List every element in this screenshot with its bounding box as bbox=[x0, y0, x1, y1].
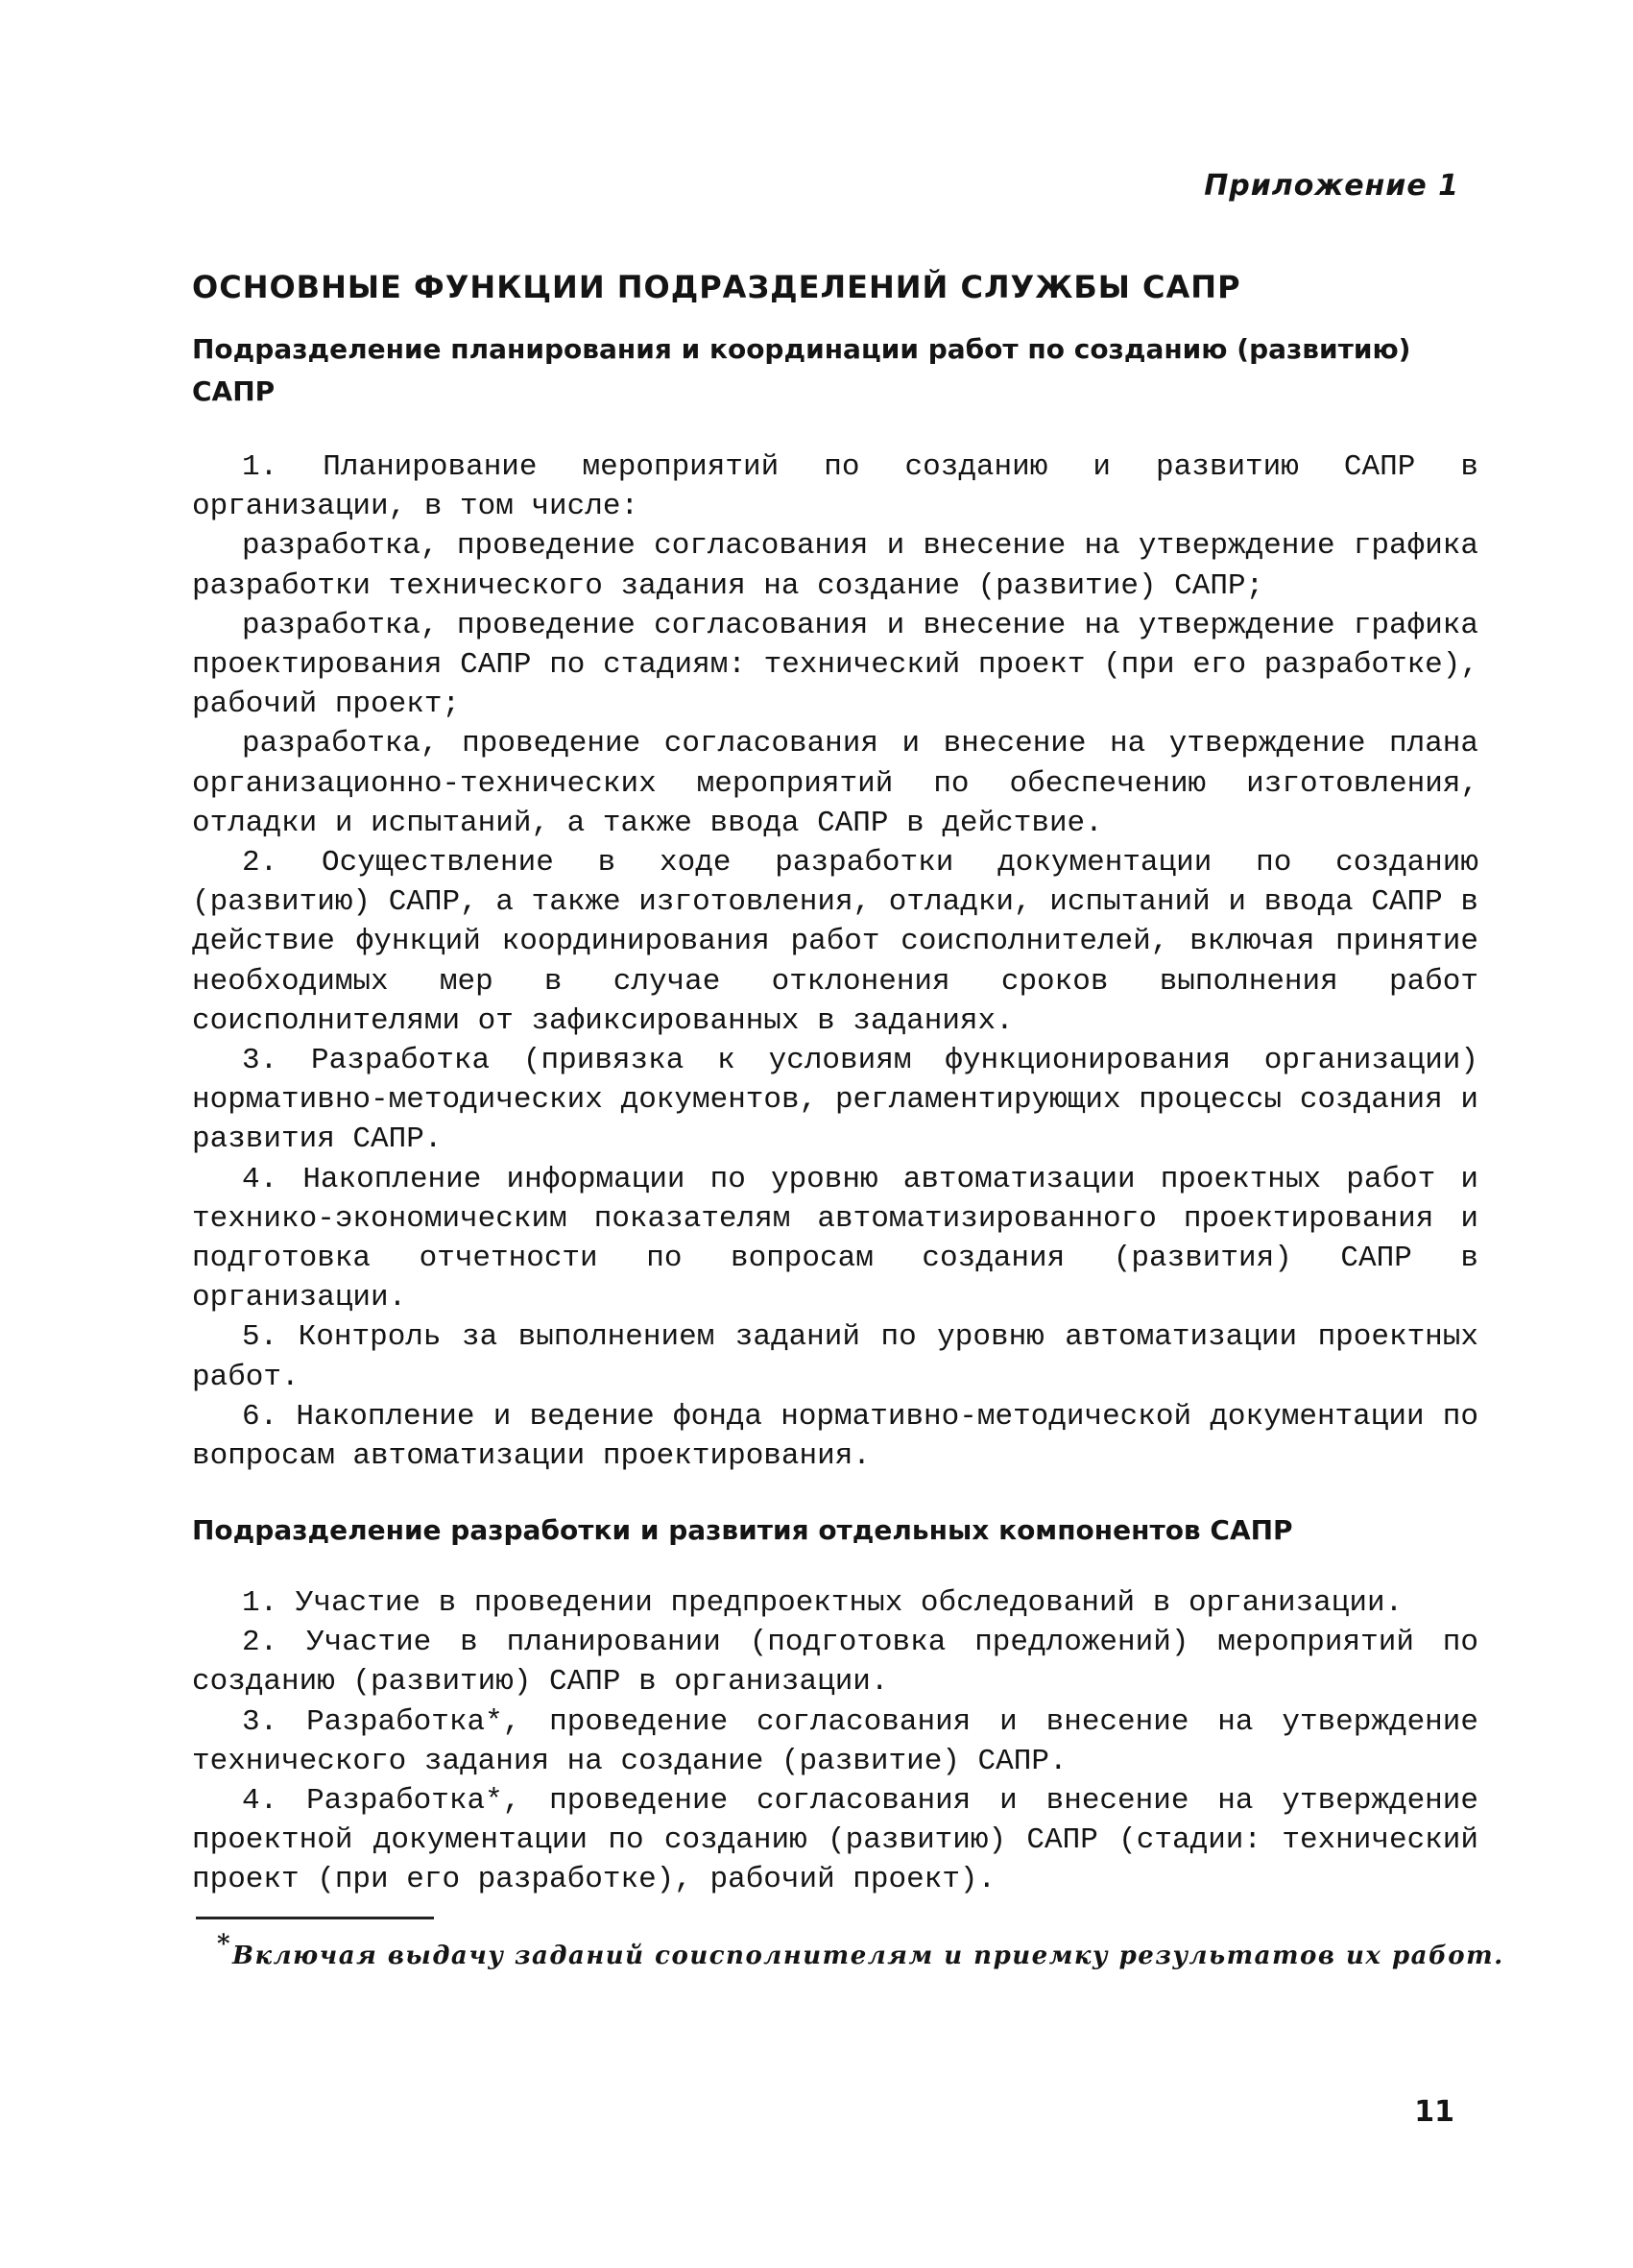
paragraph: 4. Разработка*, проведение согласования и внесение на утверждение проектной документации по созданию (развитию) САПР (стадии: технический проект (при его разработке), рабочий проект). bbox=[192, 1784, 1478, 1897]
paragraph: 3. Разработка*, проведение согласования и внесение на утверждение технического задания на создание (развитие) САПР. bbox=[192, 1704, 1478, 1778]
paragraph: разработка, проведение согласования и внесение на утверждение графика проектирования САПР по стадиям: технический проект (при его разработке), рабочий проект; bbox=[192, 608, 1478, 722]
section-2-title: Подразделение разработки и развития отдельных компонентов САПР bbox=[192, 1514, 1293, 1546]
section-1-body bbox=[192, 447, 1478, 1476]
paragraph: 1. Планирование мероприятий по созданию и развитию САПР в организации, в том числе: bbox=[192, 450, 1478, 524]
paragraph: 2. Участие в планировании (подготовка предложений) мероприятий по созданию (развитию) САПР в организации. bbox=[192, 1626, 1478, 1700]
appendix-label: Приложение 1 bbox=[1204, 169, 1459, 203]
paragraph: 3. Разработка (привязка к условиям функционирования организации) нормативно-методических документов, регламентирующих процессы создания и развития САПР. bbox=[192, 1044, 1478, 1157]
paragraph: 6. Накопление и ведение фонда нормативно-методической документации по вопросам автоматизации проектирования. bbox=[192, 1399, 1478, 1474]
paragraph: разработка, проведение согласования и внесение на утверждение графика разработки технического задания на создание (развитие) САПР; bbox=[192, 529, 1478, 603]
paragraph: разработка, проведение согласования и внесение на утверждение плана организационно-технических мероприятий по обеспечению изготовления, отладки и испытаний, а также ввода САПР в действие. bbox=[192, 727, 1478, 840]
paragraph: 5. Контроль за выполнением заданий по уровню автоматизации проектных работ. bbox=[192, 1320, 1478, 1394]
footnote-marker: * bbox=[217, 1930, 232, 1959]
footnote bbox=[217, 1930, 1504, 1970]
footnote-divider bbox=[196, 1917, 434, 1919]
page-number: 11 bbox=[1414, 2095, 1454, 2129]
paragraph: 4. Накопление информации по уровню автоматизации проектных работ и технико-экономическим показателям автоматизированного проектирования и подготовка отчетности по вопросам создания (развития) САПР в организации. bbox=[192, 1162, 1478, 1315]
page-title: ОСНОВНЫЕ ФУНКЦИИ ПОДРАЗДЕЛЕНИЙ СЛУЖБЫ САПР bbox=[192, 269, 1241, 305]
section-1-title: Подразделение планирования и координации работ по созданию (развитию) САПР bbox=[192, 333, 1411, 407]
section-2-body bbox=[192, 1583, 1478, 1900]
paragraph: 2. Осуществление в ходе разработки документации по созданию (развитию) САПР, а также изготовления, отладки, испытаний и ввода САПР в действие функций координирования работ соисполнителей, включая принятие необходимых мер в случае отклонения сроков выполнения работ соисполнителями от зафиксированных в заданиях. bbox=[192, 846, 1478, 1038]
paragraph: 1. Участие в проведении предпроектных обследований в организации. bbox=[242, 1586, 1404, 1620]
footnote-text: Включая выдачу заданий соисполнителям и приемку результатов их работ. bbox=[232, 1942, 1504, 1970]
